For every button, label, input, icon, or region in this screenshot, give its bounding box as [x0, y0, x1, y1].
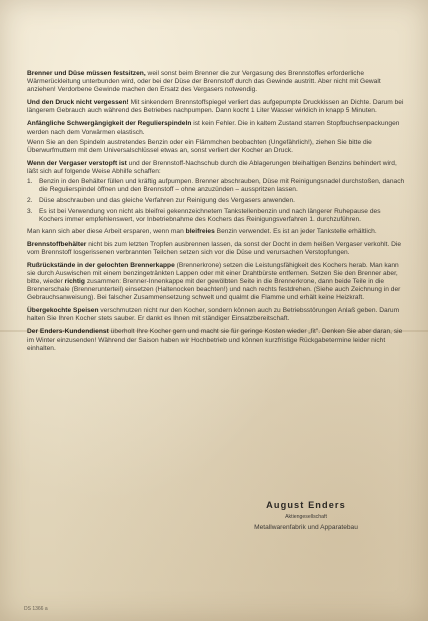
company-factory: Metallwarenfabrik und Apparatebau [254, 524, 358, 531]
cleaning-steps [27, 178, 405, 224]
paragraph-lead-free: Man kann sich aber diese Arbeit ersparen, wenn man bleifreies Benzin verwendet. Es ist an jeder Tankstelle erhältlich. [27, 227, 377, 235]
list-item: 3. Es ist bei Verwendung von nicht als bleifrei gekennzeichnetem Tankstellenbenzin und nach längerer Ruhepause des Kochers immer empfehlenswert, vor Inbetriebnahme des Kochers das Reinigungsverfahren 1. durchzuführen. [27, 208, 381, 224]
list-item: 2. Düse abschrauben und das gleiche Verfahren zur Reinigung des Vergasers anwenden. [27, 197, 295, 205]
paragraph-spindles: Anfängliche Schwergängigkeit der Regulierspindeln ist kein Fehler. Die in kaltem Zustand starren Stopfbuchsenpackungen werden nach dem Vorwärmen elastisch. [27, 120, 400, 136]
paragraph-clogged-vaporizer: Wenn der Vergaser verstopft ist und der Brennstoff-Nachschub durch die Ablagerungen bleihaltigen Benzins behindert wird, läßt sich auf folgende Weise Abhilfe schaffen: [27, 159, 397, 175]
paragraph-burner-nozzle: Brenner und Düse müssen festsitzen, weil sonst beim Brenner die zur Vergasung des Brennstoffes erforderliche Wärmerückleitung unterbunden wird, oder bei der Düse der Brennstoff durch das Gewinde austritt. Aber nicht mit Gewalt anziehen! Verdorbene Gewinde machen den Ersatz des Vergasers notwendig. [27, 70, 381, 94]
paragraph-pressure: Und den Druck nicht vergessen! Mit sinkendem Brennstoffspiegel verliert das aufgepumpte Druckkissen an Dichte. Darum bei längerem Gebrauch auch während des Betriebes nachpumpen. Dann kocht 1 Liter Wasser wirklich in knapp 5 Minuten. [27, 99, 404, 115]
paragraph-spindle-leak: Wenn Sie an den Spindeln austretendes Benzin oder ein Flämmchen beobachten (Ungefährlich!), ziehen Sie bitte die Überwurfmuttern mit dem Universalschlüssel etwas an, sonst verliert der Kocher an Druck. [27, 138, 372, 154]
document-code: DS 1366 a [24, 606, 48, 612]
company-name: August Enders [266, 500, 346, 510]
list-item: 1. Benzin in den Behälter füllen und kräftig aufpumpen. Brenner abschrauben, Düse mit Reinigungsnadel durchstoßen, danach die Regulierspindel öffnen und den Brennstoff – ohne anzuzünden – ausspritzen lassen. [27, 178, 405, 194]
company-type: Aktiengesellschaft [285, 514, 327, 520]
paragraph-soot: Rußrückstände in der gelochten Brennerkappe (Brennerkrone) setzen die Leistungsfähigkeit des Kochers herab. Man kann sie durch Auswischen mit einem benzingetränkten Lappen oder mit einer Drahtbürste entfernen. Setzen Sie den Brenner aber, bitte, wieder richtig zusammen: Brenner-Innenkappe mit der gewölbten Seite in die Brennerkrone, dann beide Teile in die Brennerschale (Brennerunterteil) einsetzen (Haltenocken beachten!) und nach rechts festdrehen. (Siehe auch Zeichnung in der Gebrauchsanweisung). Bei falscher Zusammensetzung schwelt und qualmt die Flamme und erhält keine Heizkraft. [27, 261, 401, 302]
paragraph-overboiled: Übergekochte Speisen verschmutzen nicht nur den Kocher, sondern können auch zu Betriebsstörungen Anlaß geben. Darum halten Sie Ihren Kocher stets sauber. Er dankt es Ihnen mit ständiger Einsatzbereitschaft. [27, 307, 400, 323]
instruction-text [27, 70, 405, 358]
paragraph-customer-service: Der Enders-Kundendienst überholt Ihre Kocher gern und macht sie für geringe Kosten wieder „fit". Denken Sie aber daran, sie im Winter einzusenden! Während der Saison haben wir Hochbetrieb und können kurzfristige Rückgabetermine leider nicht einhalten. [27, 328, 403, 352]
company-signature [236, 500, 376, 531]
paragraph-fuel-tank: Brennstoffbehälter nicht bis zum letzten Tropfen ausbrennen lassen, da sonst der Docht in dem heißen Vergaser verkohlt. Die vom Brennstoff losgerissenen verbrannten Teilchen setzen sich vor die Düse und verursachen Verstopfungen. [27, 240, 402, 256]
